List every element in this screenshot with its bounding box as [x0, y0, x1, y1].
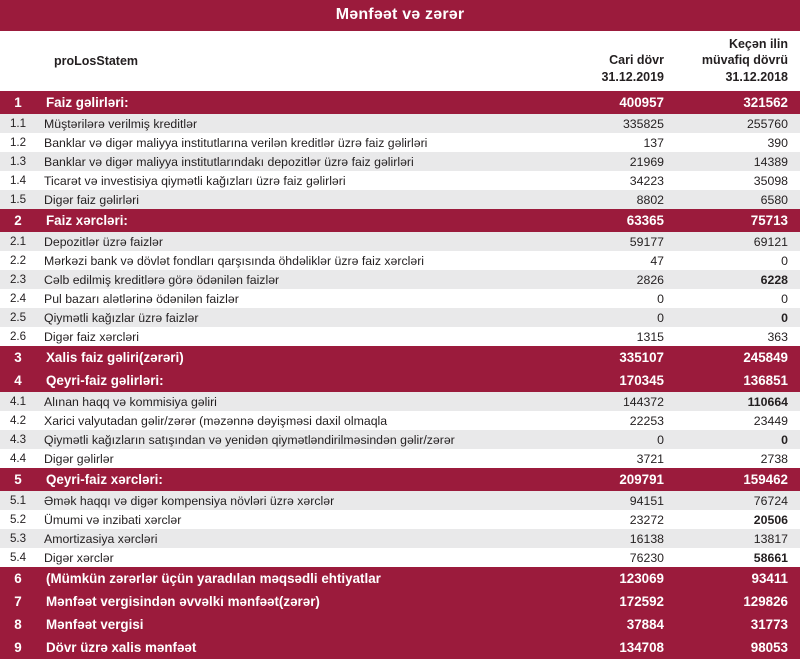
row-label: Banklar və digər maliyya institutlarındakı depozitlər üzrə faiz gəlirləri — [36, 152, 552, 171]
table-row — [0, 232, 800, 251]
row-label: Digər xərclər — [36, 548, 552, 567]
row-label: Qeyri-faiz gəlirləri: — [36, 369, 552, 392]
row-value-previous: 35098 — [676, 171, 800, 190]
row-label: Faiz gəlirləri: — [36, 91, 552, 114]
row-label: Amortizasiya xərcləri — [36, 529, 552, 548]
table-row — [0, 529, 800, 548]
row-value-current: 76230 — [552, 548, 676, 567]
row-number: 1.1 — [0, 114, 36, 133]
table-row — [0, 392, 800, 411]
row-number: 2.5 — [0, 308, 36, 327]
row-number: 2.3 — [0, 270, 36, 289]
row-value-current: 34223 — [552, 171, 676, 190]
row-value-current: 21969 — [552, 152, 676, 171]
table-row — [0, 133, 800, 152]
row-value-previous: 0 — [676, 289, 800, 308]
row-value-current: 0 — [552, 308, 676, 327]
row-value-current: 170345 — [552, 369, 676, 392]
row-number: 2.1 — [0, 232, 36, 251]
row-value-current: 0 — [552, 430, 676, 449]
header-blank-cell — [0, 31, 36, 70]
row-value-previous: 136851 — [676, 369, 800, 392]
row-number: 9 — [0, 636, 36, 659]
table-header-row-titles — [0, 31, 800, 70]
row-number: 1.2 — [0, 133, 36, 152]
row-value-previous: 98053 — [676, 636, 800, 659]
row-value-current: 2826 — [552, 270, 676, 289]
row-label: Qiymətli kağızlar üzrə faizlər — [36, 308, 552, 327]
row-label: Qiymətli kağızların satışından və yenidən qiymətləndirilməsindən gəlir/zərər — [36, 430, 552, 449]
table-row-section — [0, 209, 800, 232]
row-number: 3 — [0, 346, 36, 369]
row-value-previous: 13817 — [676, 529, 800, 548]
row-number: 4.2 — [0, 411, 36, 430]
row-value-previous: 14389 — [676, 152, 800, 171]
row-value-previous: 69121 — [676, 232, 800, 251]
row-value-previous: 110664 — [676, 392, 800, 411]
row-label: Xalis faiz gəliri(zərəri) — [36, 346, 552, 369]
row-value-previous: 255760 — [676, 114, 800, 133]
row-label: Müştərilərə verilmiş kreditlər — [36, 114, 552, 133]
row-value-current: 172592 — [552, 590, 676, 613]
row-value-previous: 6228 — [676, 270, 800, 289]
row-value-current: 22253 — [552, 411, 676, 430]
table-row-section — [0, 91, 800, 114]
row-number: 5.2 — [0, 510, 36, 529]
row-number: 1.3 — [0, 152, 36, 171]
row-value-current: 8802 — [552, 190, 676, 209]
row-number: 4.3 — [0, 430, 36, 449]
row-label: Faiz xərcləri: — [36, 209, 552, 232]
table-row — [0, 411, 800, 430]
row-value-previous: 75713 — [676, 209, 800, 232]
row-label: Qeyri-faiz xərcləri: — [36, 468, 552, 491]
row-number: 2 — [0, 209, 36, 232]
row-value-previous: 159462 — [676, 468, 800, 491]
row-label: Alınan haqq və kommisiya gəliri — [36, 392, 552, 411]
row-value-current: 335825 — [552, 114, 676, 133]
row-number: 7 — [0, 590, 36, 613]
table-row-section — [0, 613, 800, 636]
row-value-previous: 93411 — [676, 567, 800, 590]
row-value-current: 123069 — [552, 567, 676, 590]
row-number: 5.1 — [0, 491, 36, 510]
header-col1-title: Cari dövr — [609, 52, 664, 67]
table-row — [0, 430, 800, 449]
table-row — [0, 171, 800, 190]
row-value-current: 335107 — [552, 346, 676, 369]
row-value-previous: 0 — [676, 308, 800, 327]
row-value-current: 0 — [552, 289, 676, 308]
row-value-previous: 245849 — [676, 346, 800, 369]
row-number: 1.5 — [0, 190, 36, 209]
row-number: 8 — [0, 613, 36, 636]
table-row — [0, 308, 800, 327]
row-value-previous: 390 — [676, 133, 800, 152]
table-body — [0, 91, 800, 659]
row-value-current: 37884 — [552, 613, 676, 636]
table-header-row-dates — [0, 70, 800, 91]
row-number: 2.4 — [0, 289, 36, 308]
row-number: 5.4 — [0, 548, 36, 567]
row-value-current: 137 — [552, 133, 676, 152]
row-value-previous: 76724 — [676, 491, 800, 510]
row-value-previous: 23449 — [676, 411, 800, 430]
header-blank-cell-3 — [36, 70, 552, 91]
header-col1-date: 31.12.2019 — [601, 70, 664, 85]
row-number: 2.2 — [0, 251, 36, 270]
table-row-section — [0, 346, 800, 369]
row-label: Xarici valyutadan gəlir/zərər (məzənnə dəyişməsi daxil olmaqla — [36, 411, 552, 430]
row-number: 1 — [0, 91, 36, 114]
row-value-current: 63365 — [552, 209, 676, 232]
table-row — [0, 548, 800, 567]
table-row — [0, 114, 800, 133]
table-row — [0, 510, 800, 529]
table-header — [0, 31, 800, 91]
row-label: Ümumi və inzibati xərclər — [36, 510, 552, 529]
row-label: Ticarət və investisiya qiymətli kağızları üzrə faiz gəlirləri — [36, 171, 552, 190]
row-number: 5.3 — [0, 529, 36, 548]
row-label: Mərkəzi bank və dövlət fondları qarşısında öhdəliklər üzrə faiz xərcləri — [36, 251, 552, 270]
row-label: Pul bazarı alətlərinə ödənilən faizlər — [36, 289, 552, 308]
row-value-current: 59177 — [552, 232, 676, 251]
row-label: Cəlb edilmiş kreditlərə görə ödənilən faizlər — [36, 270, 552, 289]
row-number: 1.4 — [0, 171, 36, 190]
row-value-current: 3721 — [552, 449, 676, 468]
table-row — [0, 449, 800, 468]
row-label: (Mümkün zərərlər üçün yaradılan məqsədli ehtiyatlar — [36, 567, 552, 590]
row-value-previous: 2738 — [676, 449, 800, 468]
row-value-current: 209791 — [552, 468, 676, 491]
row-number: 6 — [0, 567, 36, 590]
document-title: Mənfəət və zərər — [0, 0, 800, 31]
row-label: Dövr üzrə xalis mənfəət — [36, 636, 552, 659]
row-value-previous: 20506 — [676, 510, 800, 529]
row-label: Depozitlər üzrə faizlər — [36, 232, 552, 251]
row-number: 4.4 — [0, 449, 36, 468]
row-value-current: 400957 — [552, 91, 676, 114]
table-row — [0, 152, 800, 171]
row-value-previous: 321562 — [676, 91, 800, 114]
row-value-previous: 6580 — [676, 190, 800, 209]
table-row — [0, 251, 800, 270]
row-label: Digər faiz gəlirləri — [36, 190, 552, 209]
row-value-current: 47 — [552, 251, 676, 270]
row-value-current: 23272 — [552, 510, 676, 529]
table-row-section — [0, 567, 800, 590]
row-label: Digər gəlirlər — [36, 449, 552, 468]
row-value-current: 134708 — [552, 636, 676, 659]
row-value-previous: 31773 — [676, 613, 800, 636]
table-row — [0, 327, 800, 346]
row-value-previous: 58661 — [676, 548, 800, 567]
table-row — [0, 270, 800, 289]
row-number: 4.1 — [0, 392, 36, 411]
table-row-section — [0, 468, 800, 491]
row-value-current: 1315 — [552, 327, 676, 346]
row-value-current: 144372 — [552, 392, 676, 411]
header-blank-cell-2 — [0, 70, 36, 91]
row-label: Əmək haqqı və digər kompensiya növləri üzrə xərclər — [36, 491, 552, 510]
row-value-previous: 129826 — [676, 590, 800, 613]
header-col2-date: 31.12.2018 — [725, 70, 788, 85]
row-label: Mənfəət vergisi — [36, 613, 552, 636]
table-row — [0, 190, 800, 209]
row-number: 4 — [0, 369, 36, 392]
table-row — [0, 491, 800, 510]
table-row-section — [0, 590, 800, 613]
row-number: 2.6 — [0, 327, 36, 346]
table-row-section — [0, 636, 800, 659]
profit-loss-table — [0, 31, 800, 659]
table-row-section — [0, 369, 800, 392]
row-value-previous: 363 — [676, 327, 800, 346]
row-number: 5 — [0, 468, 36, 491]
row-label: Banklar və digər maliyya institutlarına verilən kreditlər üzrə faiz gəlirləri — [36, 133, 552, 152]
row-value-previous: 0 — [676, 430, 800, 449]
row-label: Mənfəət vergisindən əvvəlki mənfəət(zərər) — [36, 590, 552, 613]
row-value-current: 94151 — [552, 491, 676, 510]
row-value-previous: 0 — [676, 251, 800, 270]
header-col2-title: Keçən ilin müvafiq dövrü — [701, 37, 788, 67]
row-value-current: 16138 — [552, 529, 676, 548]
table-row — [0, 289, 800, 308]
row-label: Digər faiz xərcləri — [36, 327, 552, 346]
header-entity-label: proLosStatem — [54, 54, 139, 69]
